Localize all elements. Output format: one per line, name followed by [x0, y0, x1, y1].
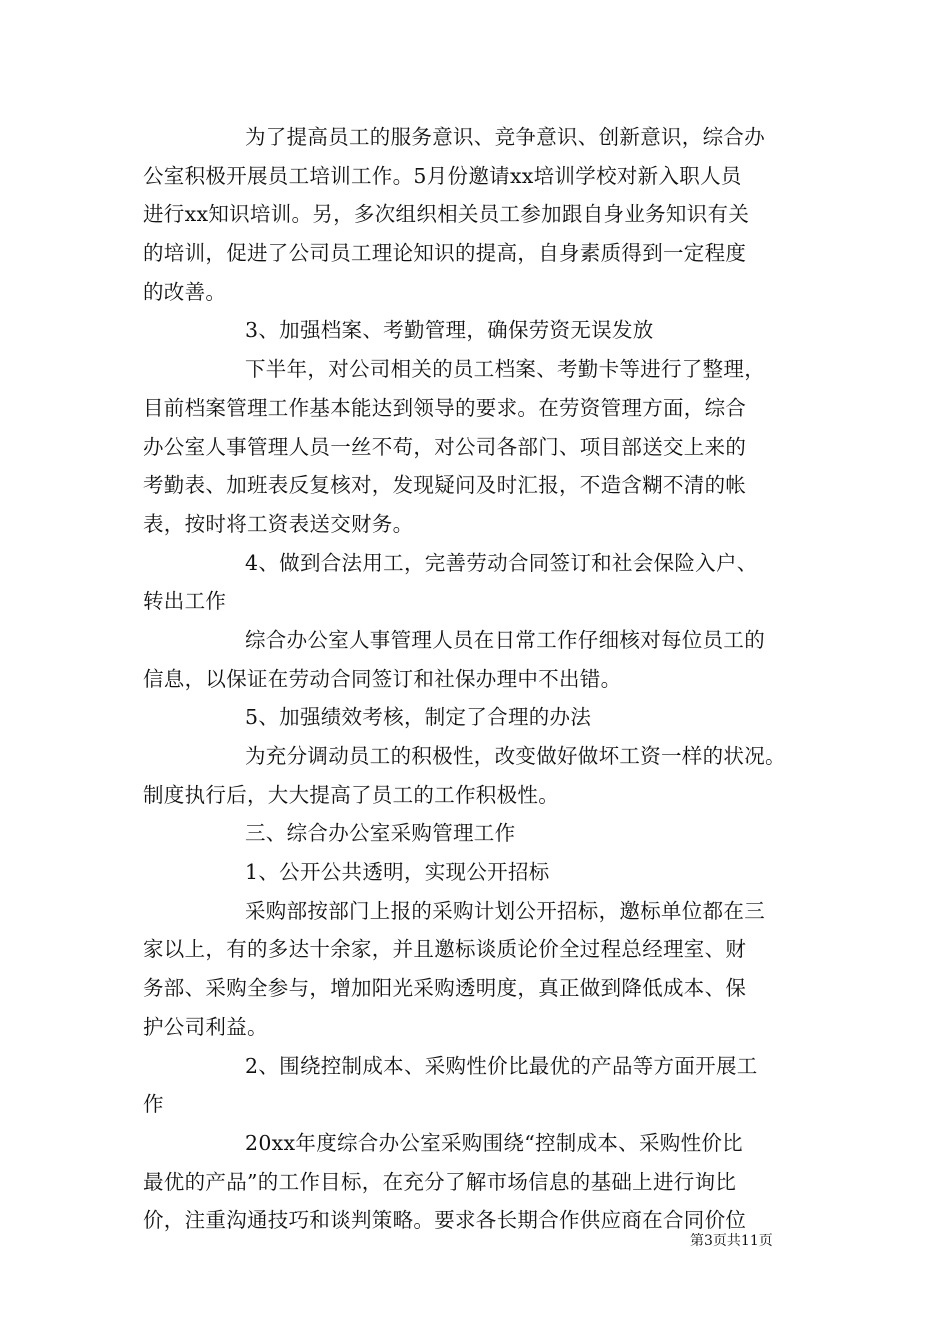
- text-line: 综合办公室人事管理人员在日常工作仔细核对每位员工的: [245, 627, 765, 652]
- text-line: 转出工作: [143, 589, 227, 614]
- text-line: 4、做到合法用工，完善劳动合同签订和社会保险入户、: [245, 550, 758, 575]
- text-line: 护公司利益。: [143, 1014, 268, 1039]
- text-line: 的改善。: [143, 279, 227, 304]
- text-line: 信息，以保证在劳动合同签订和社保办理中不出错。: [143, 666, 622, 691]
- text-line: 3、加强档案、考勤管理，确保劳资无误发放: [245, 318, 654, 343]
- text-line: 务部、采购全参与，增加阳光采购透明度，真正做到降低成本、保: [143, 976, 747, 1001]
- text-line: 的培训，促进了公司员工理论知识的提高，自身素质得到一定程度: [143, 241, 747, 266]
- text-line: 公室积极开展员工培训工作。5月份邀请xx培训学校对新入职人员: [143, 163, 742, 188]
- document-body: [143, 118, 823, 1240]
- text-line: 家以上，有的多达十余家，并且邀标谈质论价全过程总经理室、财: [143, 937, 747, 962]
- text-line: 5、加强绩效考核，制定了合理的办法: [245, 705, 592, 730]
- text-line: 制度执行后，大大提高了员工的工作积极性。: [143, 782, 559, 807]
- text-line: 目前档案管理工作基本能达到领导的要求。在劳资管理方面，综合: [143, 395, 747, 420]
- text-line: 价，注重沟通技巧和谈判策略。要求各长期合作供应商在合同价位: [143, 1208, 747, 1233]
- page-number: 第3页共11页: [690, 1233, 773, 1249]
- text-line: 为充分调动员工的积极性，改变做好做坏工资一样的状况。: [245, 744, 786, 768]
- text-line: 进行xx知识培训。另，多次组织相关员工参加跟自身业务知识有关: [143, 202, 750, 227]
- text-line: 三、综合办公室采购管理工作: [245, 821, 516, 846]
- text-line: 1、公开公共透明，实现公开招标: [245, 860, 550, 885]
- text-line: 为了提高员工的服务意识、竞争意识、创新意识，综合办: [245, 125, 765, 149]
- text-line: 最优的产品”的工作目标，在充分了解市场信息的基础上进行询比: [143, 1169, 737, 1194]
- text-line: 表，按时将工资表送交财务。: [143, 511, 414, 536]
- text-line: 办公室人事管理人员一丝不苟，对公司各部门、项目部送交上来的: [143, 434, 747, 459]
- text-line: 作: [143, 1092, 164, 1117]
- text-line: 2、围绕控制成本、采购性价比最优的产品等方面开展工: [245, 1053, 758, 1078]
- text-line: 20xx年度综合办公室采购围绕“控制成本、采购性价比: [245, 1130, 743, 1155]
- text-line: 采购部按部门上报的采购计划公开招标，邀标单位都在三: [245, 898, 765, 923]
- text-line: 下半年，对公司相关的员工档案、考勤卡等进行了整理，: [245, 357, 765, 382]
- text-line: 考勤表、加班表反复核对，发现疑问及时汇报，不造含糊不清的帐: [143, 473, 747, 498]
